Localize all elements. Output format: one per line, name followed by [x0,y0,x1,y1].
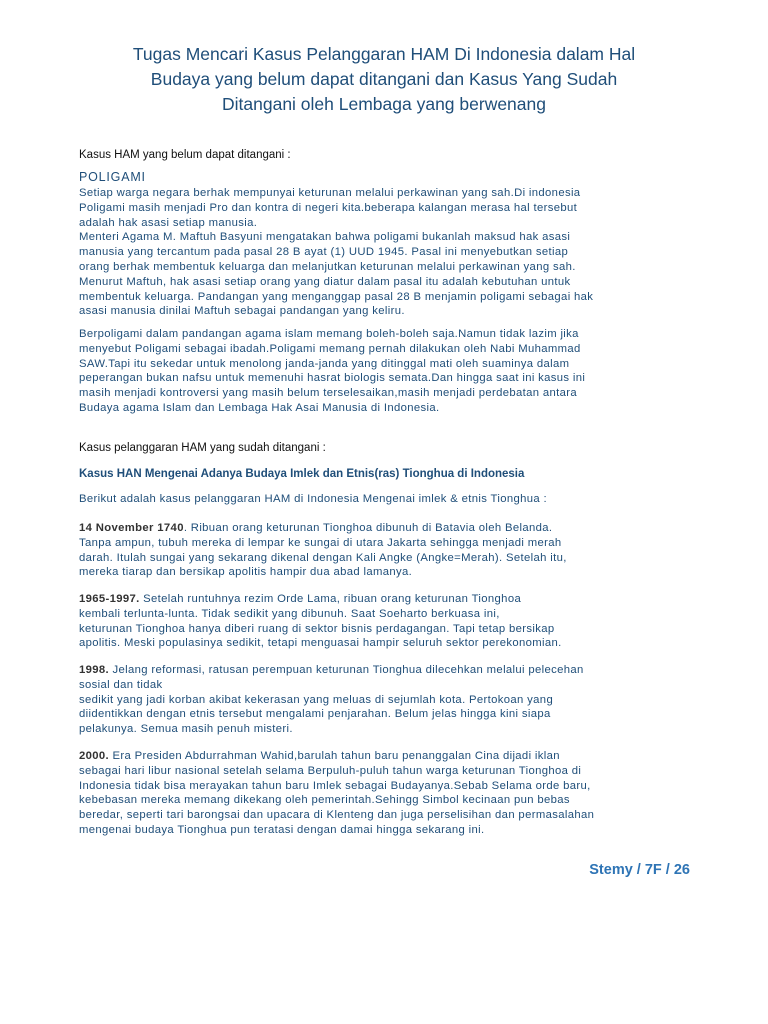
text-line: orang berhak membentuk keluarga dan melanjutkan keturunan melalui perkawinan yang sah. [79,260,576,273]
event-1740 [79,521,699,580]
text-line: Menurut Maftuh, hak asasi setiap orang yang diatur dalam pasal itu adalah kebutuhan untuk [79,275,571,288]
title-line-3: Ditangani oleh Lembaga yang berwenang [222,94,546,114]
text-line: mereka tiarap dan bersikap apolitis hampir dua abad lamanya. [79,566,413,579]
text-line: Menteri Agama M. Maftuh Basyuni mengatakan bahwa poligami bukanlah maksud hak asasi [79,231,571,244]
text-line: sosial dan tidak [79,678,163,691]
event-date: 14 November 1740 [79,522,184,534]
text-line: keturunan Tionghoa hanya diberi ruang di sektor bisnis perdagangan. Tapi tetap bersikap [79,622,555,635]
event-text: Era Presiden Abdurrahman Wahid,barulah tahun baru penanggalan Cina dijadi iklan [109,750,560,762]
text-line: manusia yang tercantum pada pasal 28 B ayat (1) UUD 1945. Pasal ini menyebutkan setiap [79,246,569,259]
text-line: Budaya agama Islam dan Lembaga Hak Asai Manusia di Indonesia. [79,401,440,414]
text-line: asasi manusia dinilai Maftuh sebagai pandangan yang keliru. [79,305,405,318]
text-line: kembali terlunta-lunta. Tidak sedikit yang dibunuh. Saat Soeharto berkuasa ini, [79,607,500,620]
author-signature: Stemy / 7F / 26 [589,862,690,878]
poligami-paragraph-2 [79,327,699,416]
document-title [60,42,708,117]
event-text: Setelah runtuhnya rezim Orde Lama, ribuan orang keturunan Tionghoa [139,593,522,605]
event-first-line [79,592,699,607]
text-line: peperangan bukan nafsu untuk memenuhi hasrat biologis semata.Dan hingga saat ini kasus ini [79,372,586,385]
text-line: membentuk keluarga. Pandangan yang menganggap pasal 28 B menjamin poligami sebagai hak [79,290,594,303]
text-line: Tanpa ampun, tubuh mereka di lempar ke sungai di utara Jakarta sehingga menjadi merah [79,536,562,549]
event-date: 2000. [79,750,110,762]
title-line-2: Budaya yang belum dapat ditangani dan Kasus Yang Sudah [150,69,618,89]
imlek-case-title: Kasus HAN Mengenai Adanya Budaya Imlek dan Etnis(ras) Tionghua di Indonesia [79,468,525,480]
event-1998 [79,663,699,737]
text-line: Setiap warga negara berhak mempunyai keturunan melalui perkawinan yang sah.Di indonesia [79,187,581,199]
text-line: kebebasan mereka memang dikekang oleh pemerintah.Sehingg Simbol kecinaan pun bebas [79,794,570,807]
event-first-line [79,749,699,764]
event-1965-1997 [79,592,699,651]
text-line: sedikit yang jadi korban akibat kekerasan yang meluas di sejumlah kota. Pertokoan yang [79,693,554,706]
poligami-subtitle: POLIGAMI [79,170,146,184]
section-1-heading: Kasus HAM yang belum dapat ditangani : [79,149,291,161]
text-line: Berikut adalah kasus pelanggaran HAM di Indonesia Mengenai imlek & etnis Tionghua : [79,493,548,505]
event-date: 1998. [79,664,110,676]
event-text: . Ribuan orang keturunan Tionghoa dibunuh di Batavia oleh Belanda. [183,522,553,534]
text-line: apolitis. Meski populasinya sedikit, tetapi menguasai hampir seluruh sektor perekonomian. [79,637,562,650]
text-line: SAW.Tapi itu sekedar untuk menolong janda-janda yang ditinggal mati oleh suaminya dalam [79,357,570,370]
intro-line [79,492,699,507]
text-line: Berpoligami dalam pandangan agama islam memang boleh-boleh saja.Namun tidak lazim jika [79,328,579,340]
text-line: menyebut Poligami sebagai ibadah.Poligami memang pernah dilakukan oleh Nabi Muhammad [79,342,581,355]
text-line: diidentikkan dengan etnis tersebut mengalami penjarahan. Belum jelas hingga kini siapa [79,708,551,721]
event-2000 [79,749,699,838]
event-text: Jelang reformasi, ratusan perempuan keturunan Tionghua dilecehkan melalui pelecehan [109,664,584,676]
text-line: mengenai budaya Tionghua pun teratasi dengan damai hingga sekarang ini. [79,823,485,836]
event-date: 1965-1997. [79,593,140,605]
text-line: Poligami masih menjadi Pro dan kontra di negeri kita.beberapa kalangan merasa hal tersebut [79,201,578,214]
event-first-line [79,521,699,536]
section-2-heading: Kasus pelanggaran HAM yang sudah ditangani : [79,442,326,454]
text-line: darah. Itulah sungai yang sekarang dikenal dengan Kali Angke (Angke=Merah). Setelah itu, [79,551,567,564]
text-line: sebagai hari libur nasional setelah selama Berpuluh-puluh tahun warga keturunan Tionghoa di [79,764,582,777]
text-line: pelakunya. Semua masih penuh misteri. [79,723,293,736]
text-line: masih menjadi kontroversi yang masih belum terselesaikan,masih menjadi perdebatan antara [79,387,577,400]
event-first-line [79,663,699,678]
text-line: beredar, seperti tari barongsai dan upacara di Klenteng dan juga perselisihan dan permasalahan [79,809,595,822]
text-line: adalah hak asasi setiap manusia. [79,216,258,229]
text-line: Indonesia tidak bisa merayakan tahun baru Imlek sebagai Budayanya.Sebab Selama orde baru, [79,779,591,792]
poligami-paragraph-1 [79,186,699,319]
title-line-1: Tugas Mencari Kasus Pelanggaran HAM Di Indonesia dalam Hal [132,44,636,64]
